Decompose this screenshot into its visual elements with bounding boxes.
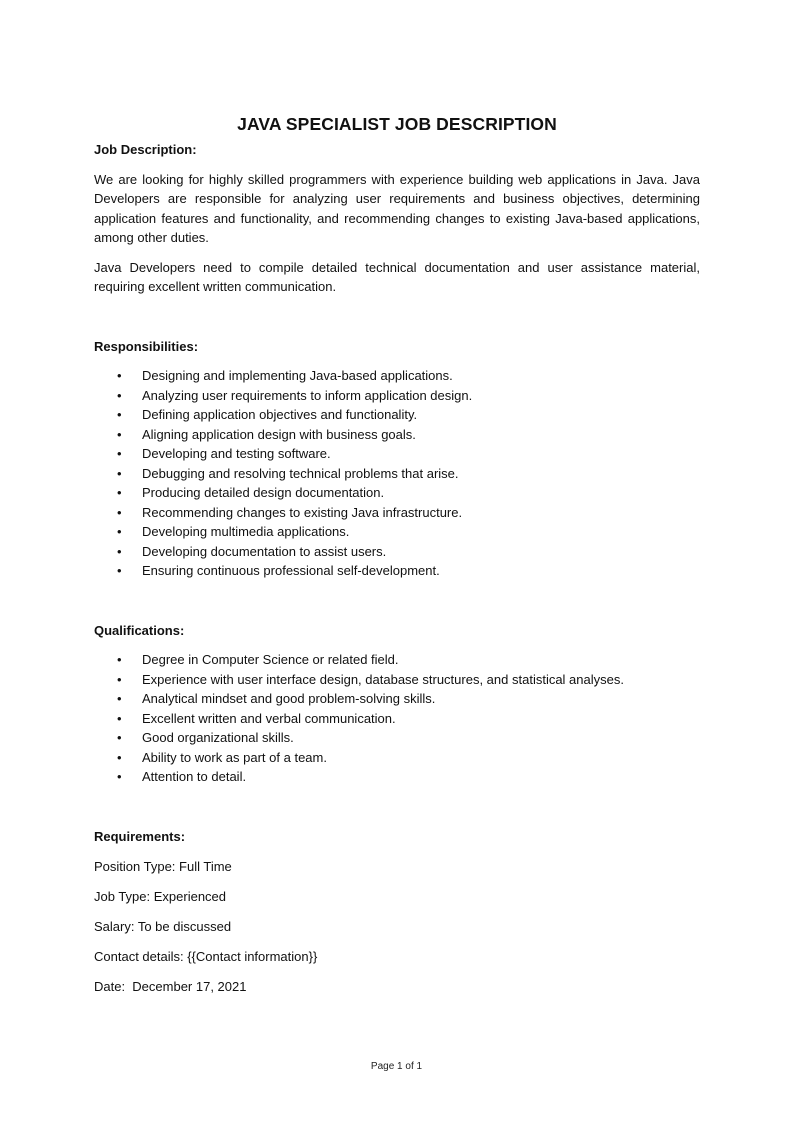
bullet-icon: •: [117, 671, 122, 687]
list-item-text: Defining application objectives and functionality.: [142, 407, 418, 422]
list-item: [94, 522, 700, 542]
list-item-text: Debugging and resolving technical problems that arise.: [142, 465, 459, 481]
list-item: [94, 386, 700, 406]
position-type-line: Position Type: Full Time: [94, 858, 232, 874]
list-item: [94, 425, 700, 445]
job-description-paragraph-2: Java Developers need to compile detailed technical documentation and user assistance material, requiring excellent written communication.: [94, 259, 700, 294]
list-item-text: Designing and implementing Java-based applications.: [142, 368, 453, 383]
bullet-icon: •: [117, 368, 122, 383]
bullet-icon: •: [117, 426, 122, 442]
list-item-text: Attention to detail.: [142, 769, 247, 784]
bullet-icon: •: [117, 504, 122, 520]
list-item-text: Good organizational skills.: [142, 730, 294, 745]
bullet-icon: •: [117, 543, 122, 559]
list-item-text: Ability to work as part of a team.: [142, 749, 327, 765]
list-item-text: Experience with user interface design, database structures, and statistical analyses.: [142, 671, 624, 687]
list-item: [94, 444, 700, 464]
salary-line: Salary: To be discussed: [94, 918, 232, 934]
list-item-text: Degree in Computer Science or related field.: [142, 652, 399, 667]
list-item: [94, 670, 700, 690]
job-type-line: Job Type: Experienced: [94, 888, 227, 904]
list-item: [94, 405, 700, 425]
list-item: [94, 709, 700, 729]
responsibilities-heading: Responsibilities:: [94, 338, 199, 354]
list-item: [94, 728, 700, 748]
document-title: JAVA SPECIALIST JOB DESCRIPTION: [237, 114, 557, 134]
bullet-icon: •: [117, 769, 122, 784]
list-item: [94, 650, 700, 670]
bullet-icon: •: [117, 387, 122, 403]
bullet-icon: •: [117, 485, 122, 500]
contact-details-line: Contact details: {{Contact information}}: [94, 948, 318, 964]
list-item-text: Aligning application design with business goals.: [142, 426, 416, 442]
document-body: [94, 113, 700, 1007]
list-item: [94, 464, 700, 484]
bullet-icon: •: [117, 465, 122, 481]
list-item-text: Recommending changes to existing Java infrastructure.: [142, 504, 463, 520]
job-description-heading: Job Description:: [94, 142, 197, 157]
list-item: [94, 366, 700, 386]
bullet-icon: •: [117, 446, 122, 461]
date-line: Date: December 17, 2021: [94, 978, 247, 994]
qualifications-heading: Qualifications:: [94, 622, 185, 638]
list-item: [94, 767, 700, 787]
list-item: [94, 689, 700, 709]
list-item-text: Producing detailed design documentation.: [142, 485, 385, 500]
job-description-paragraph-1: We are looking for highly skilled programmers with experience building web applications in Java. Java Developers are responsible for analyzing user requirements and business objectives, determining application features and functionality, and recommending changes to existing Java-based applications, among other duties.: [94, 171, 700, 245]
list-item: [94, 748, 700, 768]
list-item-text: Analyzing user requirements to inform application design.: [142, 387, 473, 403]
list-item: [94, 542, 700, 562]
requirements-heading: Requirements:: [94, 828, 186, 844]
bullet-icon: •: [117, 407, 122, 422]
bullet-icon: •: [117, 710, 122, 726]
list-item: [94, 561, 700, 581]
list-item-text: Ensuring continuous professional self-development.: [142, 563, 440, 578]
list-item-text: Analytical mindset and good problem-solving skills.: [142, 691, 436, 706]
page-footer: Page 1 of 1: [370, 1061, 423, 1072]
list-item-text: Developing multimedia applications.: [142, 524, 350, 539]
list-item: [94, 503, 700, 523]
qualifications-list: [94, 650, 700, 787]
responsibilities-list: [94, 366, 700, 581]
list-item-text: Developing and testing software.: [142, 446, 331, 461]
bullet-icon: •: [117, 749, 122, 765]
list-item-text: Developing documentation to assist users.: [142, 543, 387, 559]
bullet-icon: •: [117, 730, 122, 745]
list-item: [94, 483, 700, 503]
bullet-icon: •: [117, 691, 122, 706]
bullet-icon: •: [117, 563, 122, 578]
bullet-icon: •: [117, 652, 122, 667]
list-item-text: Excellent written and verbal communication.: [142, 710, 396, 726]
bullet-icon: •: [117, 524, 122, 539]
